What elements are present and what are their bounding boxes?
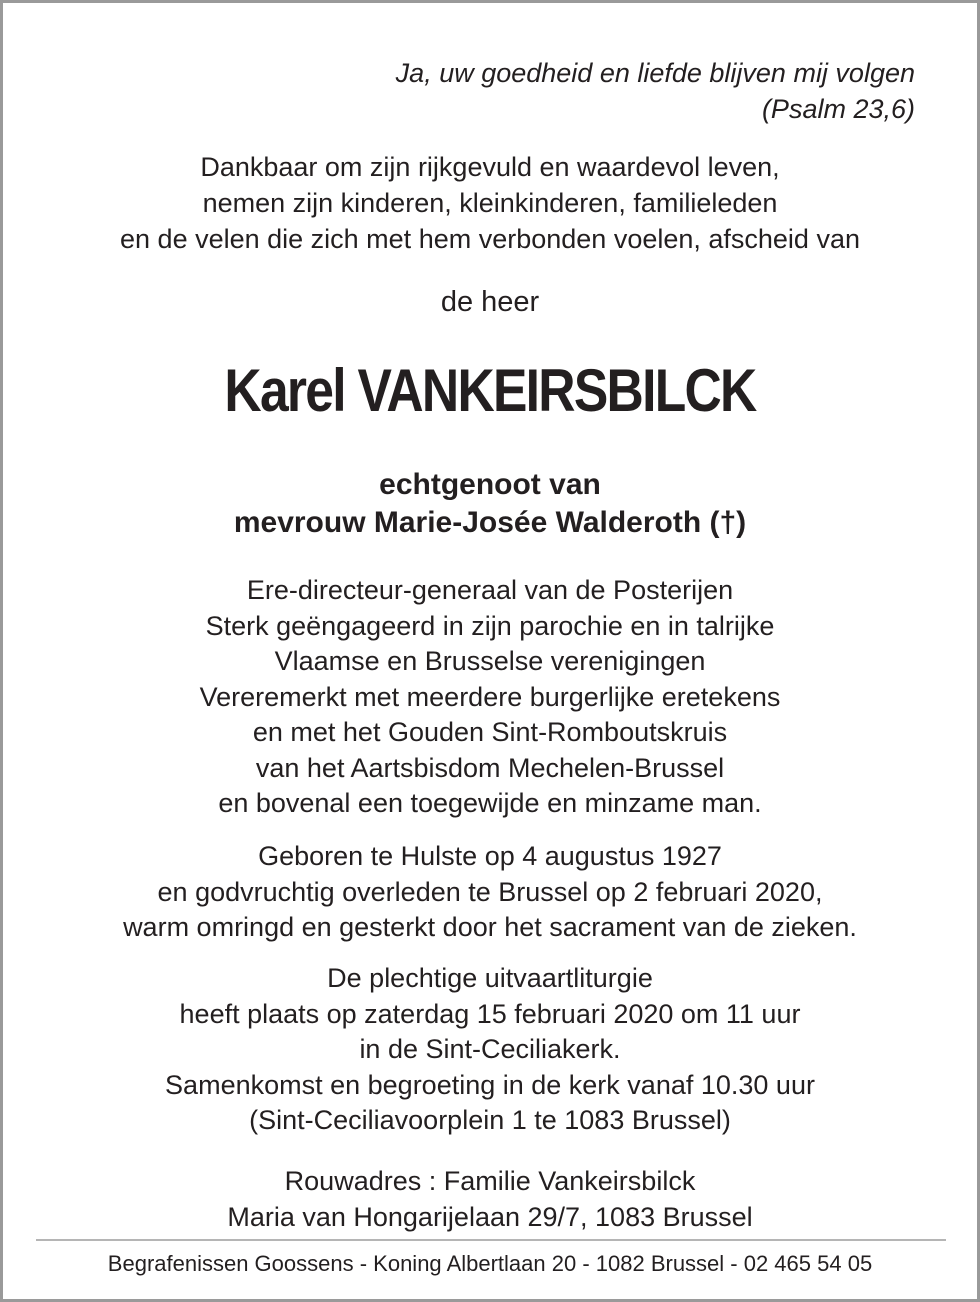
bio-line: Sterk geëngageerd in zijn parochie en in talrijke <box>205 610 775 641</box>
bio-line: Ere-directeur-generaal van de Posterijen <box>246 575 734 605</box>
funeral-details <box>3 961 977 1139</box>
bio-line: en bovenal een toegewijde en minzame man. <box>218 788 762 818</box>
address-line: Maria van Hongarijelaan 29/7, 1083 Brussel <box>227 1202 753 1232</box>
funeral-line: in de Sint-Ceciliakerk. <box>359 1034 621 1064</box>
funeral-line: De plechtige uitvaartliturgie <box>327 963 653 993</box>
funeral-line: (Sint-Ceciliavoorplein 1 te 1083 Brussel) <box>249 1105 731 1135</box>
spouse-name: mevrouw Marie-Josée Walderoth (†) <box>233 506 747 539</box>
address-line: Rouwadres : Familie Vankeirsbilck <box>284 1166 696 1196</box>
dates-line: en godvruchtig overleden te Brussel op 2 februari 2020, <box>157 876 823 907</box>
funeral-home-footer: Begrafenissen Goossens - Koning Albertlaan 20 - 1082 Brussel - 02 465 54 05 <box>107 1251 873 1276</box>
spouse-block <box>3 466 977 542</box>
bio-line: Vlaamse en Brusselse verenigingen <box>274 646 706 676</box>
birth-death-dates <box>3 839 977 946</box>
quote-reference: (Psalm 23,6) <box>761 94 915 124</box>
spouse-relation: echtgenoot van <box>379 468 601 501</box>
intro-paragraph <box>3 149 977 257</box>
dates-line: Geboren te Hulste op 4 augustus 1927 <box>258 841 722 871</box>
deceased-name: Karel VANKEIRSBILCK <box>224 357 756 424</box>
quote-text: Ja, uw goedheid en liefde blijven mij volgen <box>395 58 915 88</box>
honorific: de heer <box>440 286 540 318</box>
bio-line: van het Aartsbisdom Mechelen-Brussel <box>255 752 725 783</box>
bio-line: en met het Gouden Sint-Romboutskruis <box>252 717 728 747</box>
bio-line: Vereremerkt met meerdere burgerlijke eretekens <box>199 681 781 712</box>
footer-divider <box>36 1239 946 1241</box>
mourning-address <box>3 1163 977 1235</box>
intro-line: nemen zijn kinderen, kleinkinderen, familieleden <box>202 188 778 218</box>
biography <box>3 573 977 822</box>
funeral-line: Samenkomst en begroeting in de kerk vanaf 10.30 uur <box>165 1069 815 1100</box>
psalm-quote <box>396 55 915 127</box>
dates-line: warm omringd en gesterkt door het sacrament van de zieken. <box>123 912 857 942</box>
intro-line: Dankbaar om zijn rijkgevuld en waardevol leven, <box>200 152 780 182</box>
funeral-line: heeft plaats op zaterdag 15 februari 2020 om 11 uur <box>179 998 801 1029</box>
intro-line: en de velen die zich met hem verbonden voelen, afscheid van <box>120 224 860 254</box>
